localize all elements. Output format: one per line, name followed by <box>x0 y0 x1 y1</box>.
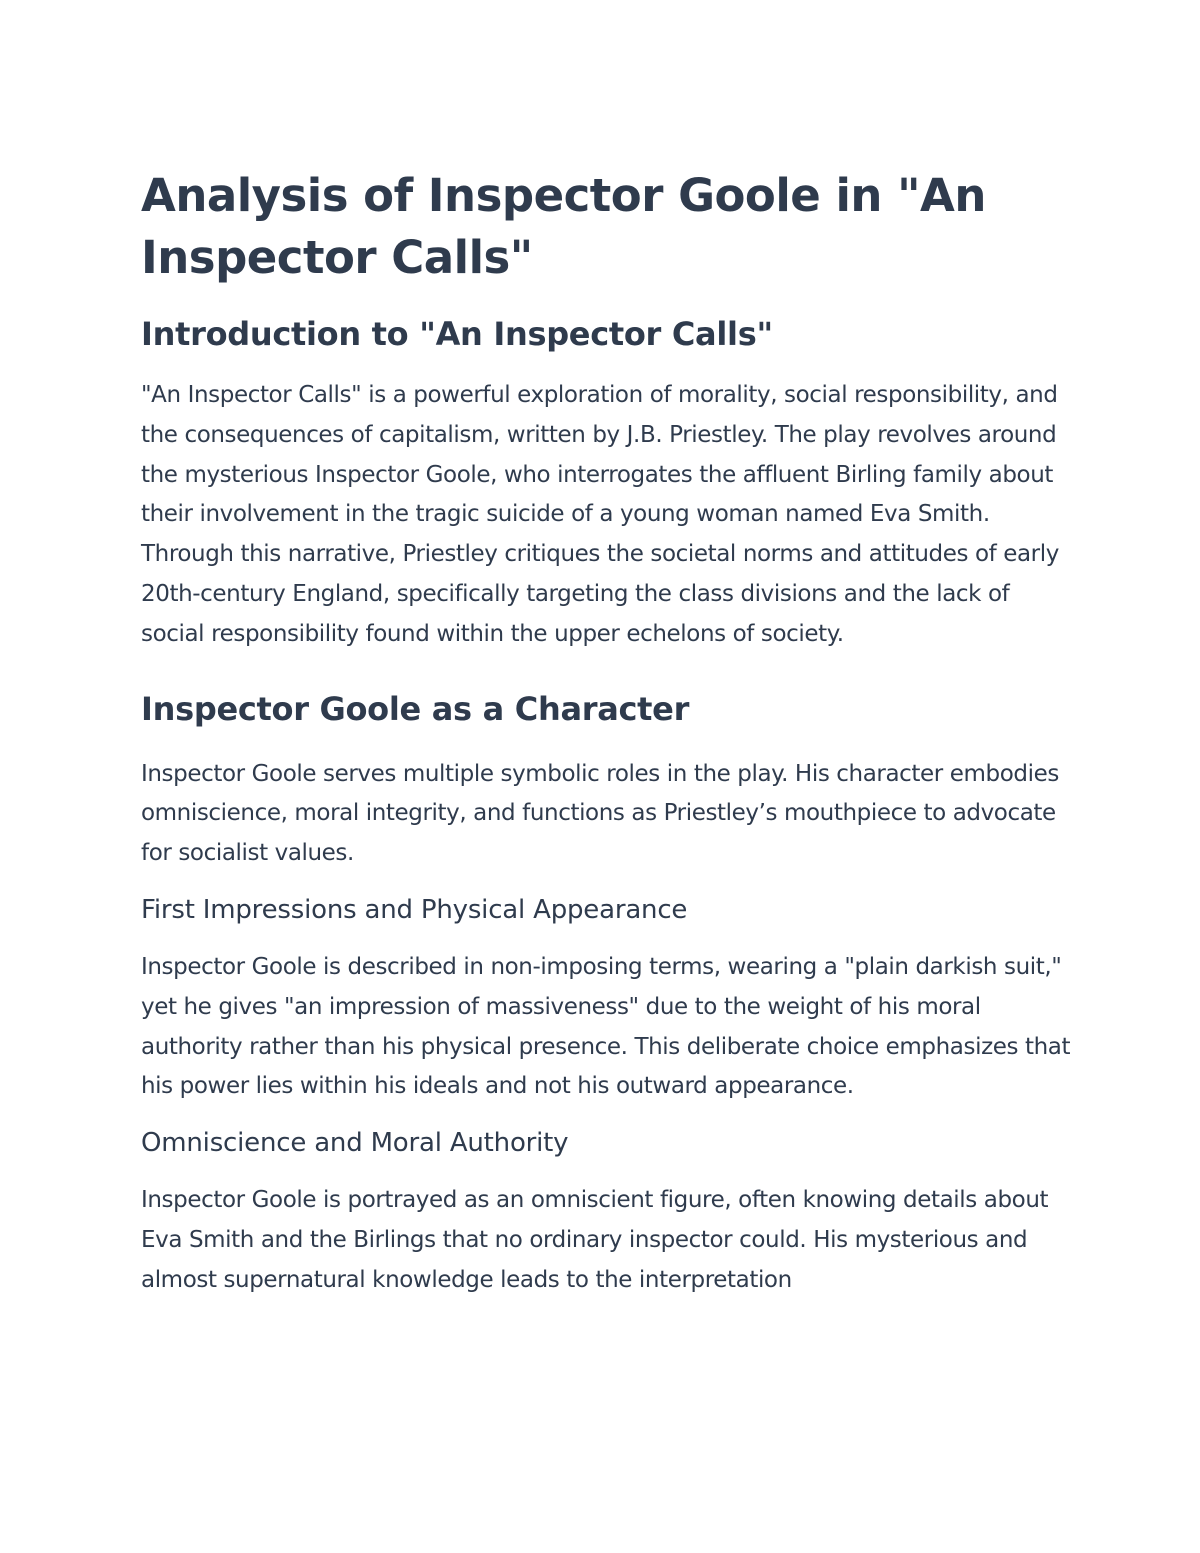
subsection-paragraph-omniscience: Inspector Goole is portrayed as an omniscient figure, often knowing details about Eva Smith and the Birlings that no ordinary inspector could. His mysterious and almost supernatural knowledge leads to the interpretation <box>141 1187 1049 1293</box>
document-page <box>141 165 1071 1301</box>
subsection-heading-omniscience: Omniscience and Moral Authority <box>141 1128 569 1159</box>
section-paragraph-character: Inspector Goole serves multiple symbolic roles in the play. His character embodies omniscience, moral integrity, and functions as Priestley’s mouthpiece to advocate for socialist values. <box>141 760 1059 867</box>
subsection-paragraph-first-impressions: Inspector Goole is described in non-imposing terms, wearing a "plain darkish suit," yet he gives "an impression of massiveness" due to the weight of his moral authority rather than his physical presence. This deliberate choice emphasizes that his power lies within his ideals and not his outward appearance. <box>141 953 1071 1100</box>
section-heading-introduction: Introduction to "An Inspector Calls" <box>141 315 773 353</box>
subsection-heading-first-impressions: First Impressions and Physical Appearance <box>141 894 688 925</box>
document-title: Analysis of Inspector Goole in "An Inspector Calls" <box>141 169 986 284</box>
section-heading-character: Inspector Goole as a Character <box>141 689 690 728</box>
section-paragraph-introduction: "An Inspector Calls" is a powerful exploration of morality, social responsibility, and the consequences of capitalism, written by J.B. Priestley. The play revolves around the mysterious Inspector Goole, who interrogates the affluent Birling family about their involvement in the tragic suicide of a young woman named Eva Smith. Through this narrative, Priestley critiques the societal norms and attitudes of early 20th-century England, specifically targeting the class divisions and the lack of social responsibility found within the upper echelons of society. <box>141 382 1059 647</box>
